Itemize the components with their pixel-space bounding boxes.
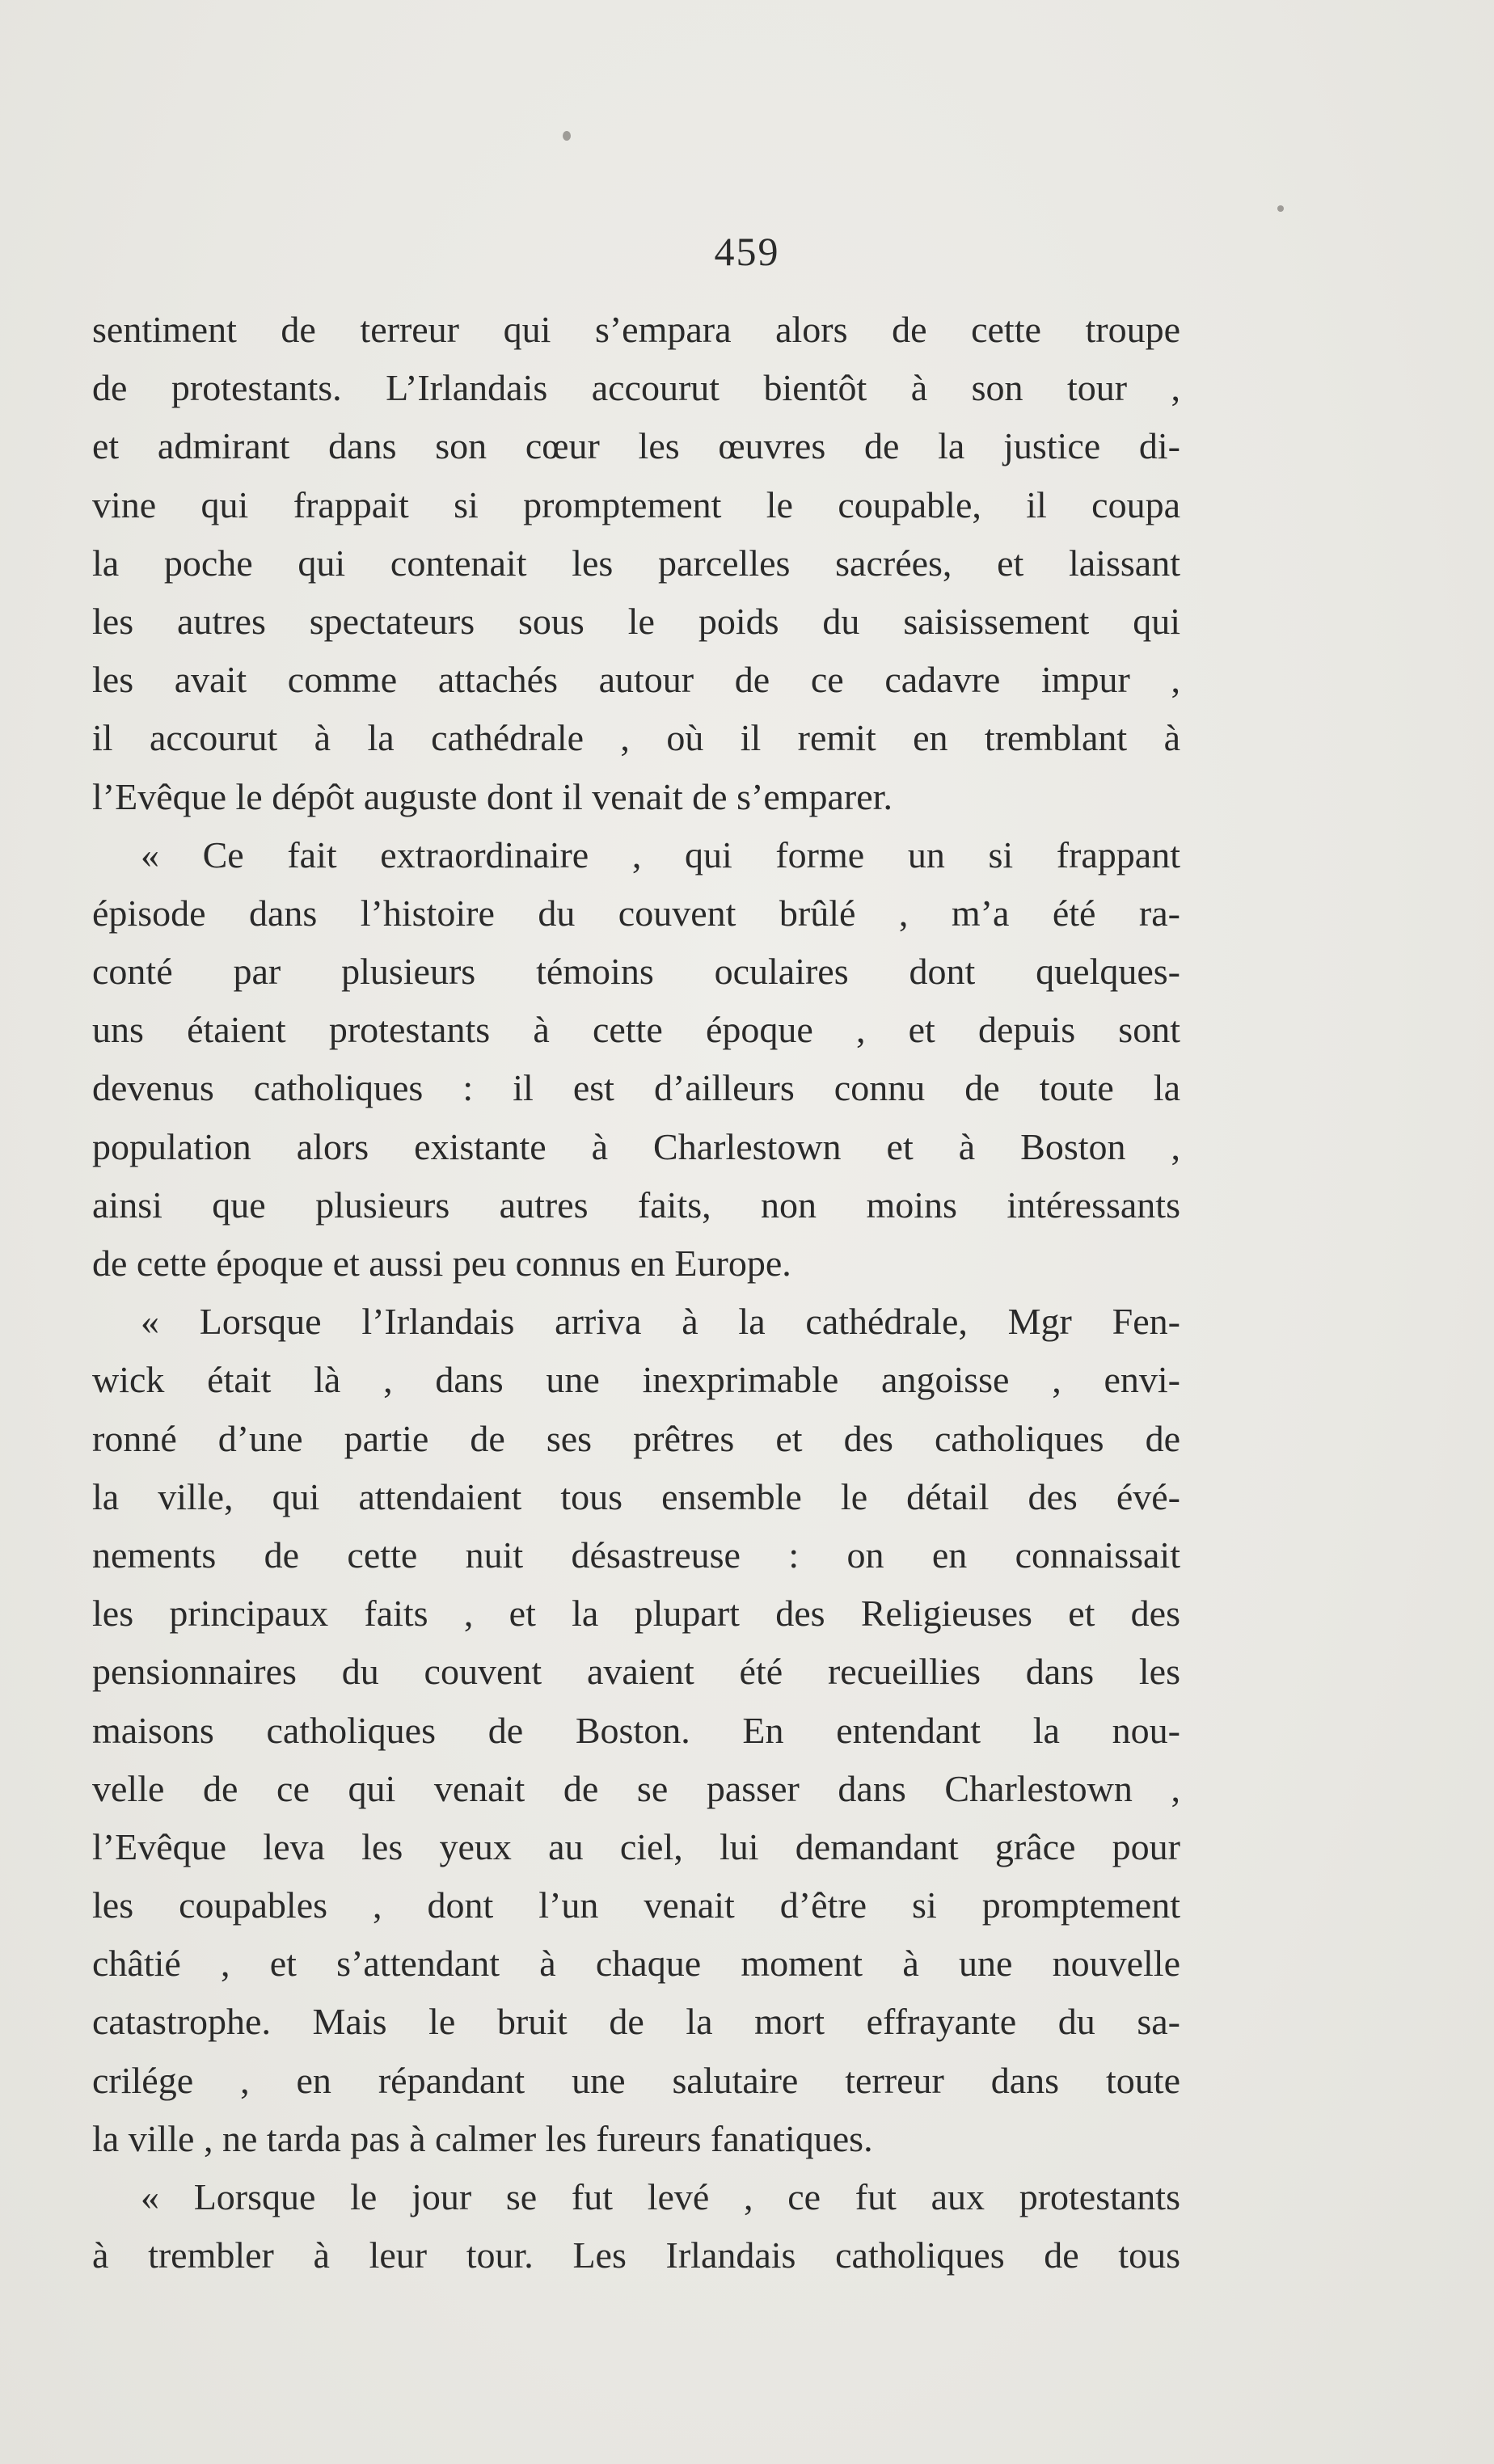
text-line: de cette époque et aussi peu connus en Europe. [92,1243,791,1284]
text-line: les coupables , dont l’un venait d’être si promptement [92,1884,1180,1926]
text-line: de protestants. L’Irlandais accourut bientôt à son tour , [92,367,1180,409]
ink-speck [1277,205,1284,212]
text-line: nements de cette nuit désastreuse : on en connaissait [92,1534,1180,1576]
body-text [92,301,1180,2285]
text-line: la poche qui contenait les parcelles sacrées, et laissant [92,542,1180,584]
text-line: « Ce fait extraordinaire , qui forme un si frappant [141,833,1180,875]
text-line: les avait comme attachés autour de ce cadavre impur , [92,659,1180,701]
text-line: catastrophe. Mais le bruit de la mort effrayante du sa- [92,2001,1180,2043]
text-line: ainsi que plusieurs autres faits, non moins intéressants [92,1183,1180,1226]
text-line: conté par plusieurs témoins oculaires dont quelques- [92,951,1180,993]
text-line: vine qui frappait si promptement le coupable, il coupa [92,483,1180,525]
text-line: épisode dans l’histoire du couvent brûlé , m’a été ra- [92,892,1180,934]
text-line: châtié , et s’attendant à chaque moment à une nouvelle [92,1943,1180,1985]
text-line: population alors existante à Charlestown et à Boston , [92,1125,1180,1167]
text-line: les autres spectateurs sous le poids du saisissement qui [92,600,1180,642]
page-number: 459 [714,229,780,274]
text-line: pensionnaires du couvent avaient été recueillies dans les [92,1651,1180,1693]
text-line: uns étaient protestants à cette époque , et depuis sont [92,1009,1180,1051]
text-line: la ville, qui attendaient tous ensemble le détail des évé- [92,1475,1180,1517]
text-line: l’Evêque le dépôt auguste dont il venait de s’emparer. [92,775,893,817]
text-line: la ville , ne tarda pas à calmer les fureurs fanatiques. [92,2117,873,2159]
text-line: ronné d’une partie de ses prêtres et des catholiques de [92,1417,1180,1459]
text-line: « Lorsque l’Irlandais arriva à la cathédrale, Mgr Fen- [141,1301,1180,1343]
text-line: et admirant dans son cœur les œuvres de la justice di- [92,425,1180,467]
text-line: il accourut à la cathédrale , où il remit en tremblant à [92,717,1180,759]
text-line: wick était là , dans une inexprimable angoisse , envi- [92,1359,1180,1401]
text-line: sentiment de terreur qui s’empara alors de cette troupe [92,309,1180,350]
text-line: à trembler à leur tour. Les Irlandais catholiques de tous [92,2234,1180,2276]
text-line: les principaux faits , et la plupart des Religieuses et des [92,1593,1180,1635]
text-line: devenus catholiques : il est d’ailleurs connu de toute la [92,1067,1180,1109]
text-line: maisons catholiques de Boston. En entendant la nou- [92,1709,1180,1751]
text-line: l’Evêque leva les yeux au ciel, lui demandant grâce pour [92,1825,1180,1867]
ink-speck [563,131,571,141]
text-line: crilége , en répandant une salutaire terreur dans toute [92,2059,1180,2101]
text-line: « Lorsque le jour se fut levé , ce fut aux protestants [141,2176,1180,2217]
text-line: velle de ce qui venait de se passer dans Charlestown , [92,1767,1180,1809]
